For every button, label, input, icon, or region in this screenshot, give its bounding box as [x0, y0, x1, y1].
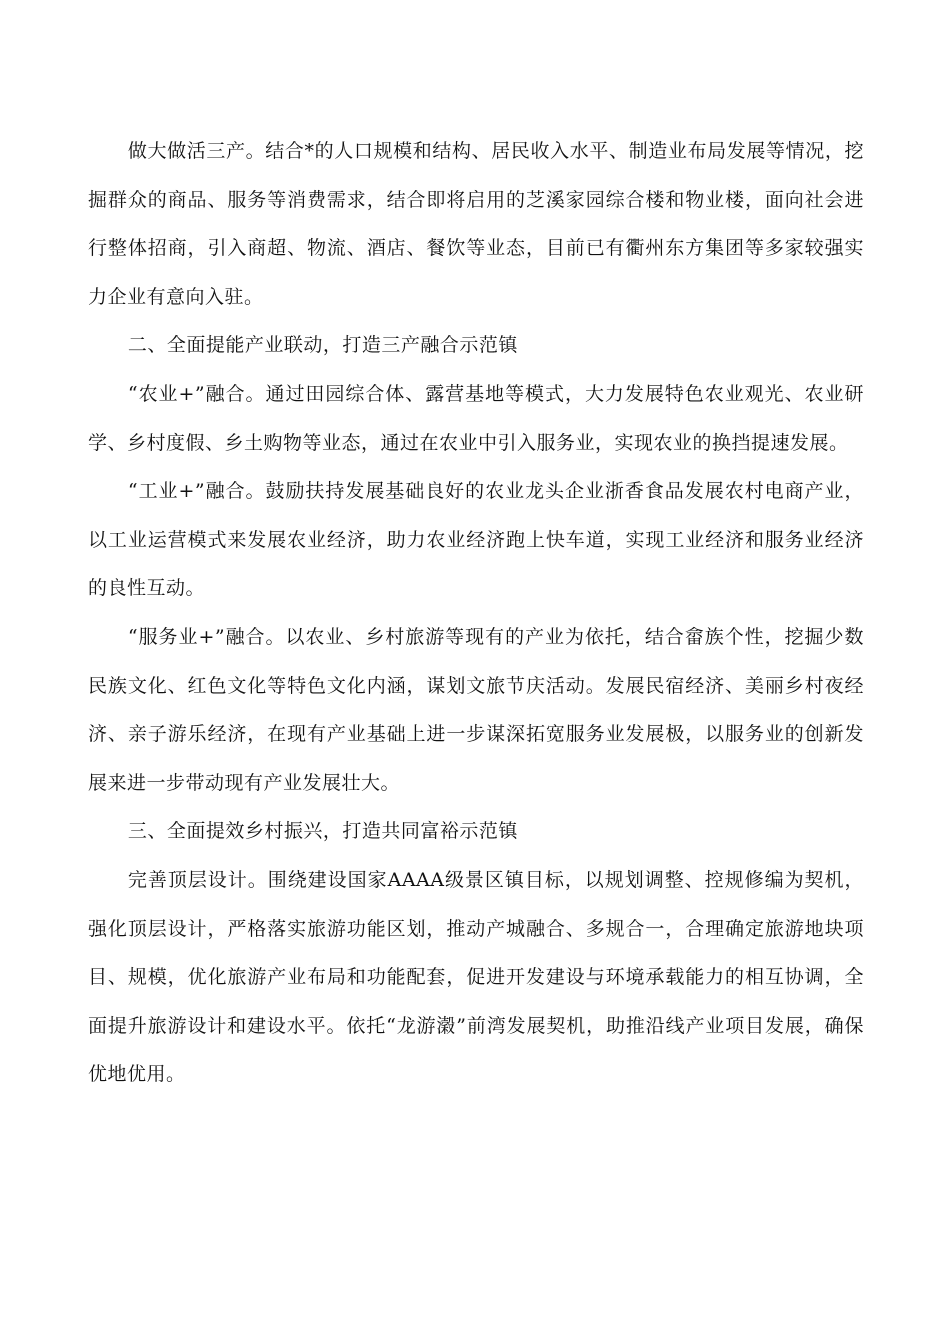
- paragraph-tertiary-industry: 做大做活三产。结合*的人口规模和结构、居民收入水平、制造业布局发展等情况，挖掘群众的商品、服务等消费需求，结合即将启用的芝溪家园综合楼和物业楼，面向社会进行整体招商，引入商超、物流、酒店、餐饮等业态，目前已有衢州东方集团等多家较强实力企业有意向入驻。: [88, 140, 864, 308]
- paragraph-agriculture-plus: “农业+”融合。通过田园综合体、露营基地等模式，大力发展特色农业观光、农业研学、乡村度假、乡土购物等业态，通过在农业中引入服务业，实现农业的换挡提速发展。: [88, 382, 864, 454]
- document-body: [88, 127, 864, 1099]
- heading-section-three: 三、全面提效乡村振兴，打造共同富裕示范镇: [127, 820, 518, 843]
- paragraph-top-level-design: 完善顶层设计。围绕建设国家AAAA级景区镇目标，以规划调整、控规修编为契机，强化顶层设计，严格落实旅游功能区划，推动产城融合、多规合一，合理确定旅游地块项目、规模，优化旅游产业布局和功能配套，促进开发建设与环境承载能力的相互协调，全面提升旅游设计和建设水平。依托“龙游濲”前湾发展契机，助推沿线产业项目发展，确保优地优用。: [88, 868, 864, 1086]
- paragraph-industry-plus: “工业+”融合。鼓励扶持发展基础良好的农业龙头企业浙香食品发展农村电商产业，以工业运营模式来发展农业经济，助力农业经济跑上快车道，实现工业经济和服务业经济的良性互动。: [88, 480, 864, 600]
- heading-section-two: 二、全面提能产业联动，打造三产融合示范镇: [127, 334, 518, 357]
- paragraph-service-plus: “服务业+”融合。以农业、乡村旅游等现有的产业为依托，结合畲族个性，挖掘少数民族文化、红色文化等特色文化内涵，谋划文旅节庆活动。发展民宿经济、美丽乡村夜经济、亲子游乐经济，在现有产业基础上进一步谋深拓宽服务业发展极，以服务业的创新发展来进一步带动现有产业发展壮大。: [88, 625, 864, 794]
